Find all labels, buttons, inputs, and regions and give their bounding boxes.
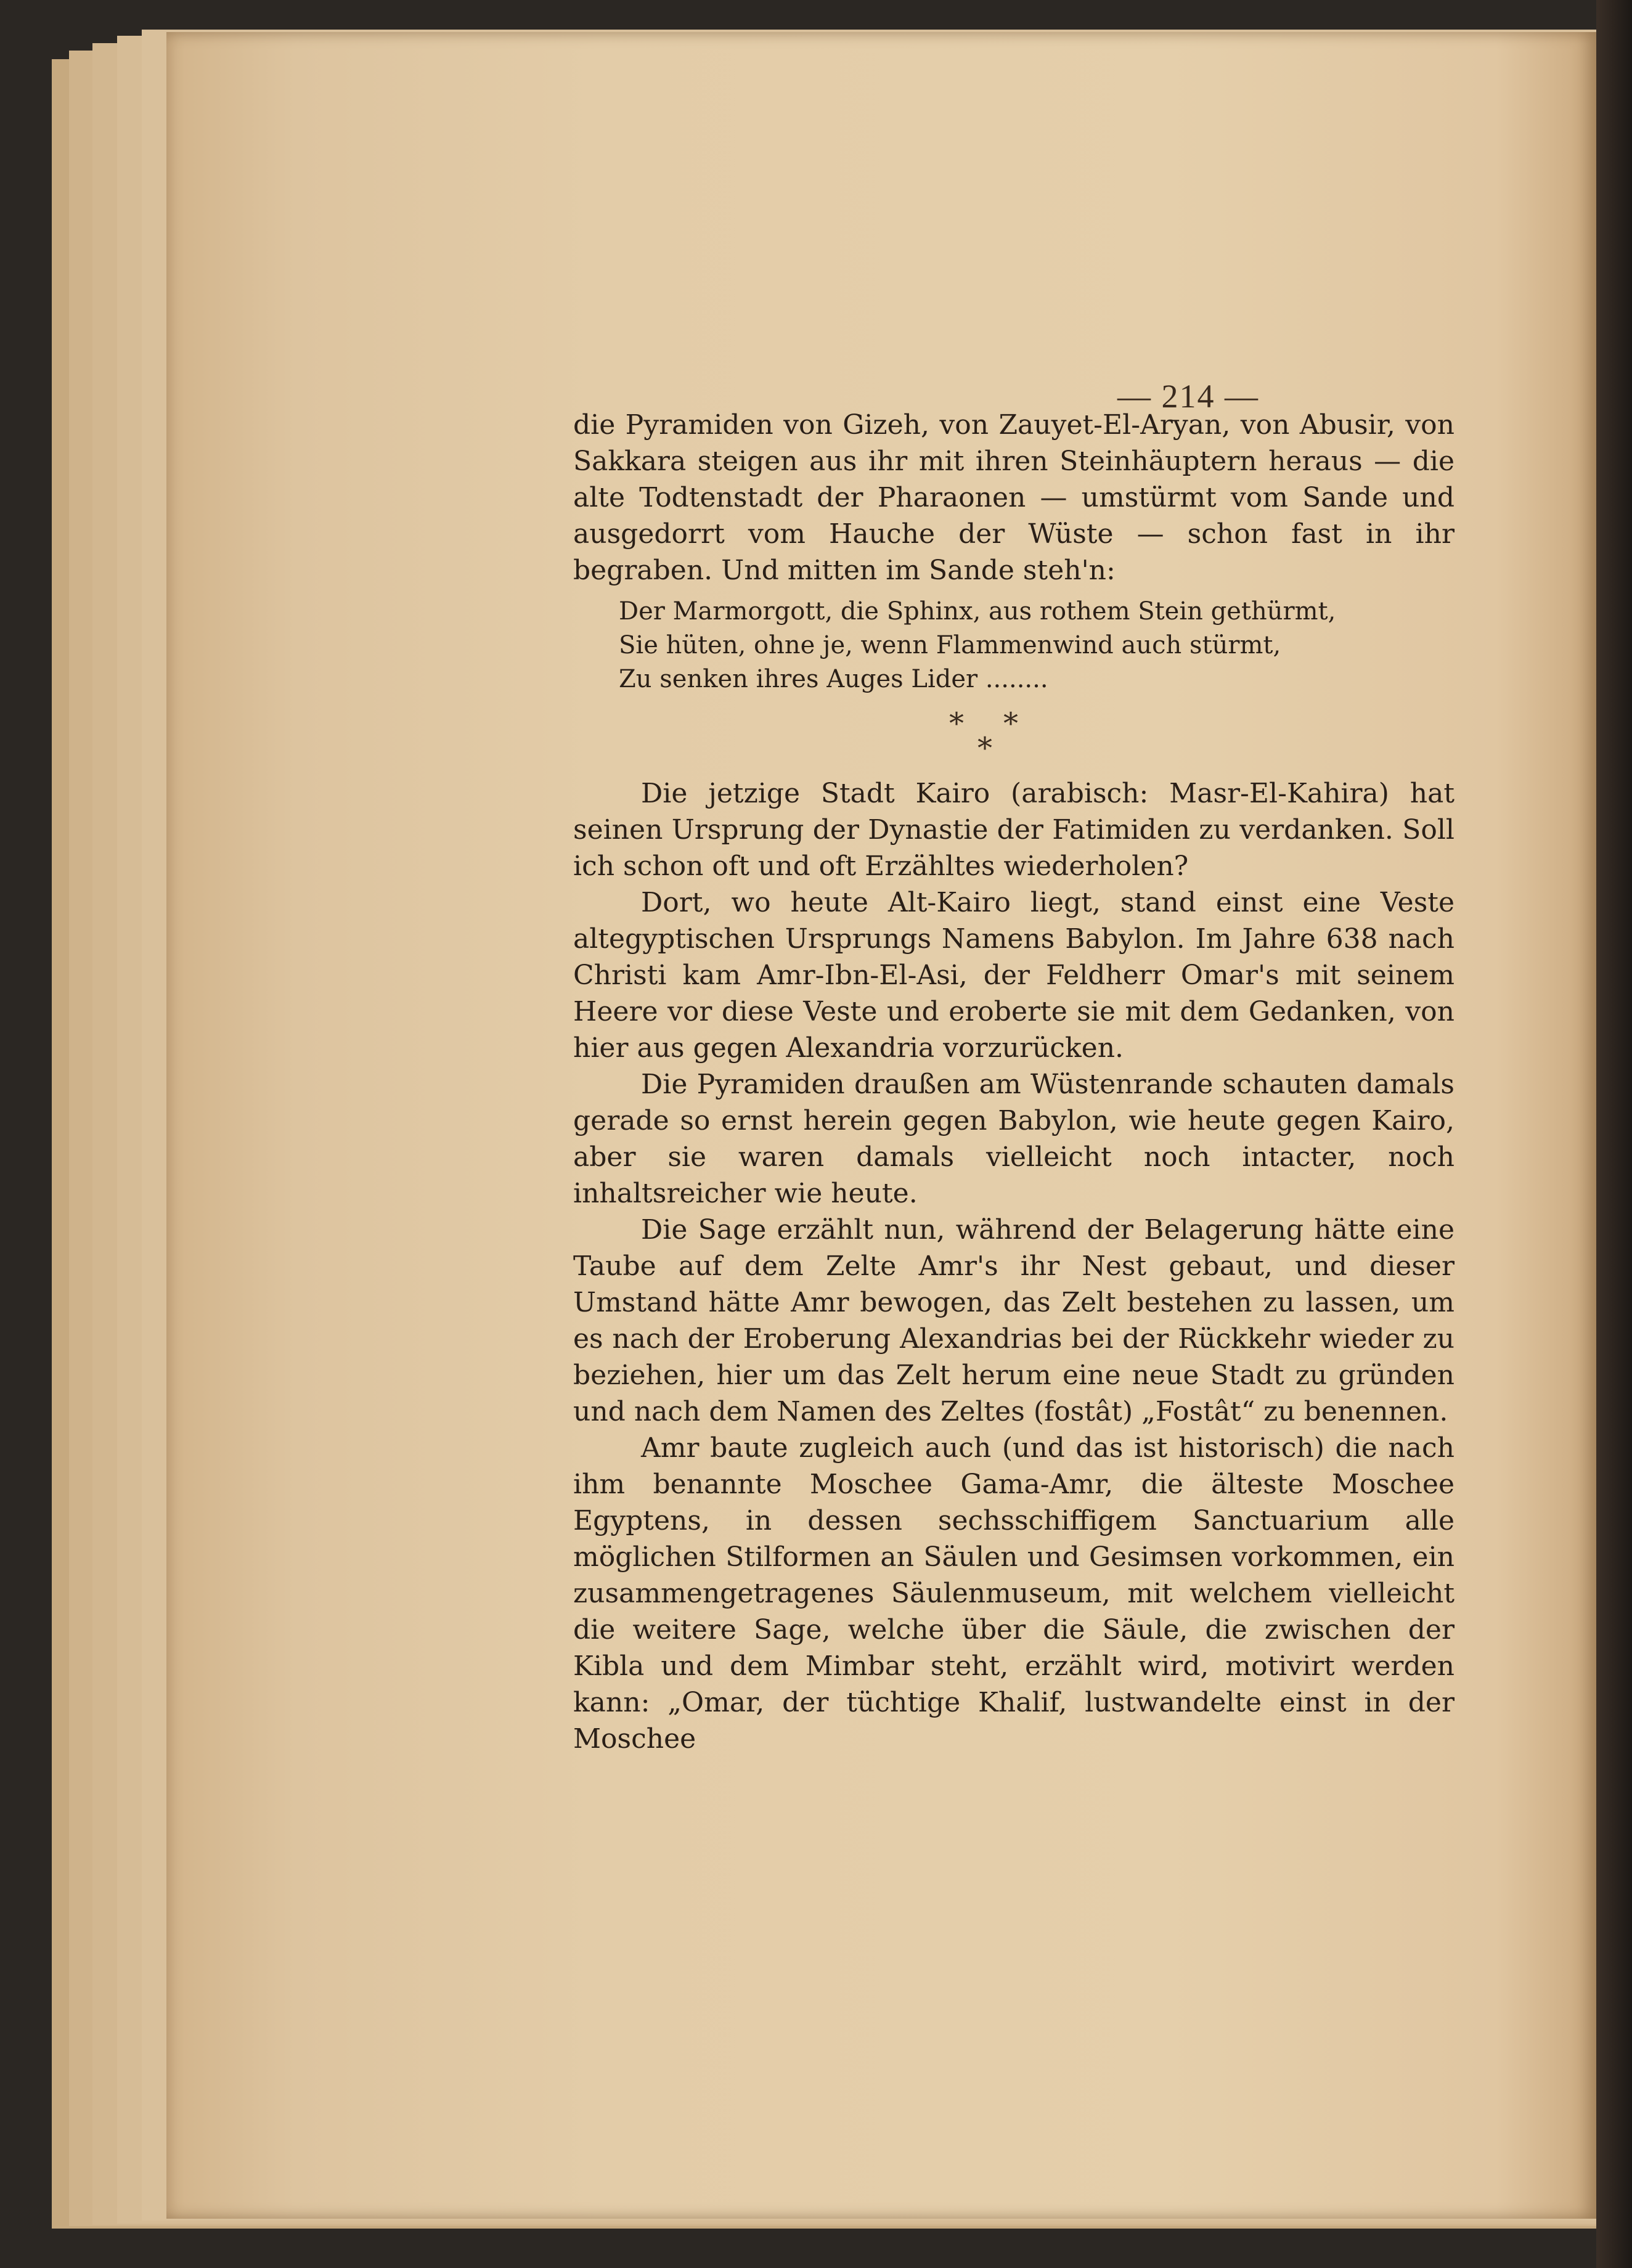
body-paragraph: Amr baute zugleich auch (und das ist historisch) die nach ihm benannte Moschee Gama-Amr, die älteste Moschee Egyptens, in dessen sechsschiffigem Sanctuarium alle möglichen Stilformen an Säulen und Gesimsen vorkommen, ein zusammengetragenes Säulenmuseum, mit welchem vielleicht die weitere Sage, welche über die Säule, die zwischen der Kibla und dem Mimbar steht, erzählt wird, motivirt werden kann: „Omar, der tüchtige Khalif, lustwandelte einst in der Moschee xyxy=(573,1432,1455,1755)
asterisk: * xyxy=(949,706,964,741)
body-paragraph: Die Sage erzählt nun, während der Belagerung hätte eine Taube auf dem Zelte Amr's ihr Nest gebaut, und dieser Umstand hätte Amr bewogen, das Zelt bestehen zu lassen, um es nach der Eroberung Alexandrias bei der Rückkehr wieder zu beziehen, hier um das Zelt herum eine neue Stadt zu gründen und nach dem Namen des Zeltes (fostât) „Fostât“ zu benennen. xyxy=(573,1214,1455,1427)
verse-line: Der Marmorgott, die Sphinx, aus rothem Stein gethürmt, xyxy=(619,597,1336,626)
book-binding xyxy=(1596,0,1632,2268)
body-paragraph: Die Pyramiden draußen am Wüstenrande schauten damals gerade so ernst herein gegen Babylon, wie heute gegen Kairo, aber sie waren damals vielleicht noch intacter, noch inhaltsreicher wie heute. xyxy=(573,1069,1455,1209)
intro-paragraph: die Pyramiden von Gizeh, von Zauyet-El-Aryan, von Abusir, von Sakkara steigen aus ihr mit ihren Steinhäuptern heraus — die alte Todtenstadt der Pharaonen — umstürmt vom Sande und ausgedorrt vom Hauche der Wüste — schon fast in ihr begraben. Und mitten im Sande steh'n: xyxy=(573,409,1455,586)
page-number: — 214 — xyxy=(1117,378,1259,415)
verse-quote xyxy=(619,595,1455,696)
page-text xyxy=(573,407,1455,1757)
asterisk: * xyxy=(977,731,992,765)
asterisk: * xyxy=(1003,706,1018,741)
verse-line: Sie hüten, ohne je, wenn Flammenwind auch stürmt, xyxy=(619,631,1281,659)
verse-line: Zu senken ihres Auges Lider ........ xyxy=(619,665,1048,693)
body-paragraph: Dort, wo heute Alt-Kairo liegt, stand einst eine Veste altegyptischen Ursprungs Namens Babylon. Im Jahre 638 nach Christi kam Amr-Ibn-El-Asi, der Feldherr Omar's mit seinem Heere vor diese Veste und eroberte sie mit dem Gedanken, von hier aus gegen Alexandria vorzurücken. xyxy=(573,887,1455,1064)
body-paragraph: Die jetzige Stadt Kairo (arabisch: Masr-El-Kahira) hat seinen Ursprung der Dynastie der Fatimiden zu verdanken. Soll ich schon oft und oft Erzähltes wiederholen? xyxy=(573,778,1455,882)
section-break-asterism xyxy=(573,705,1455,764)
